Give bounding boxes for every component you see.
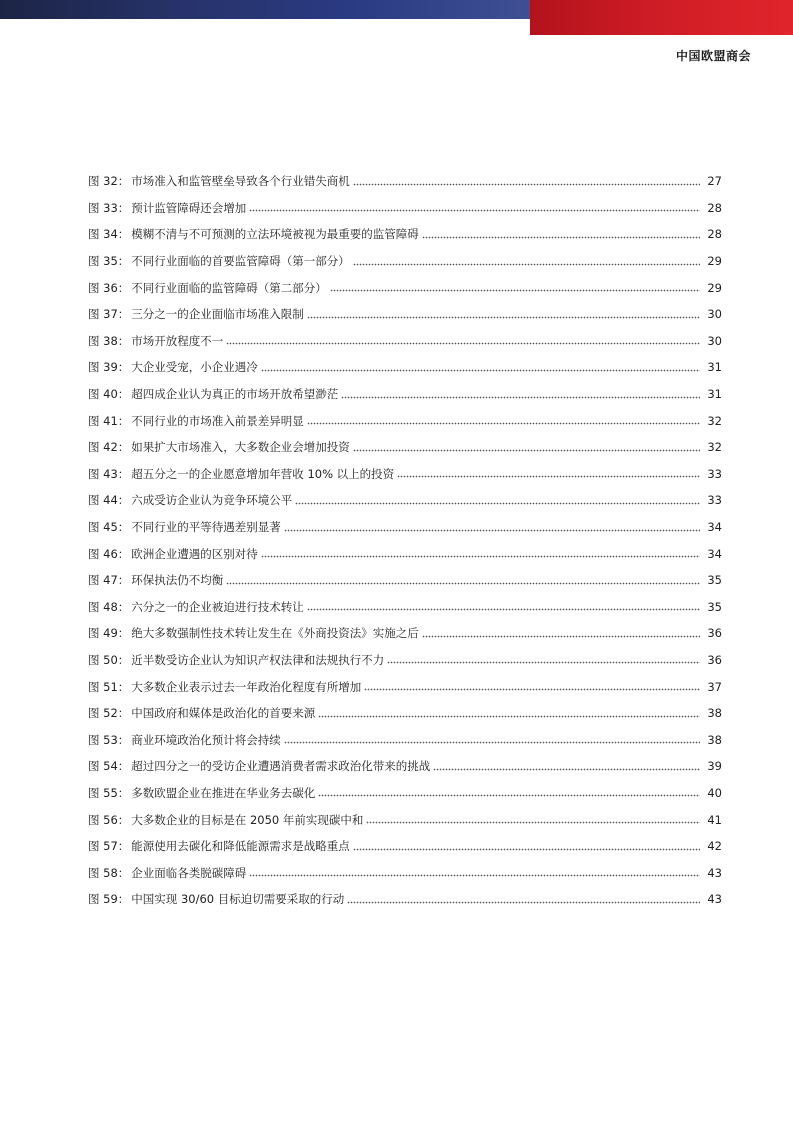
toc-entry-label [88,334,226,348]
toc-entry[interactable] [88,248,722,275]
toc-page-number: 28 [707,200,722,215]
toc-page-number: 35 [707,573,722,588]
toc-figure-title: 绝大多数强制性技术转让发生在《外商投资法》实施之后 [131,626,419,641]
toc-dot-leader [226,578,700,588]
toc-figure-title: 六成受访企业认为竞争环境公平 [131,493,293,508]
toc-entry-label [88,626,422,640]
toc-entry[interactable] [88,567,722,594]
toc-entry-label [88,281,330,295]
toc-page-number: 30 [707,307,722,322]
toc-dot-leader [353,179,700,189]
toc-entry[interactable] [88,328,722,355]
toc-figure-title: 不同行业的市场准入前景差异明显 [131,413,304,428]
toc-entry-label [88,839,353,853]
toc-figure-title: 环保执法仍不均衡 [131,573,224,588]
toc-entry-label [88,254,353,268]
toc-entry[interactable] [88,168,722,195]
toc-entry-label [88,227,422,241]
toc-figure-number: 图 33： [88,200,130,215]
toc-entry[interactable] [88,540,722,567]
toc-dot-leader [318,791,700,801]
toc-dot-leader [284,525,700,535]
toc-figure-title: 能源使用去碳化和降低能源需求是战略重点 [131,839,350,854]
toc-entry-label [88,467,397,481]
toc-entry[interactable] [88,221,722,248]
toc-figure-title: 中国政府和媒体是政治化的首要来源 [131,706,316,721]
toc-figure-number: 图 39： [88,360,130,375]
toc-entry[interactable] [88,886,722,913]
toc-figure-number: 图 59： [88,892,130,907]
toc-figure-number: 图 32： [88,174,130,189]
toc-page-number: 32 [707,413,722,428]
toc-figure-number: 图 55： [88,785,130,800]
toc-dot-leader [397,472,700,482]
toc-page-number: 35 [707,599,722,614]
toc-entry[interactable] [88,514,722,541]
toc-entry[interactable] [88,594,722,621]
toc-figure-title: 模糊不清与不可预测的立法环境被视为最重要的监管障碍 [131,227,419,242]
toc-figure-title: 不同行业的平等待遇差别显著 [131,520,281,535]
toc-figure-number: 图 44： [88,493,130,508]
toc-page-number: 36 [707,652,722,667]
toc-figure-title: 三分之一的企业面临市场准入限制 [131,307,304,322]
toc-entry[interactable] [88,859,722,886]
toc-figure-title: 近半数受访企业认为知识产权法律和法规执行不力 [131,652,385,667]
toc-figure-number: 图 45： [88,520,130,535]
toc-dot-leader [353,445,700,455]
toc-entry-label [88,174,353,188]
toc-figure-title: 中国实现 30/60 目标迫切需要采取的行动 [131,892,345,907]
toc-figure-number: 图 38： [88,333,130,348]
toc-figure-title: 预计监管障碍还会增加 [131,200,247,215]
toc-dot-leader [422,631,700,641]
toc-page-number: 40 [707,785,722,800]
toc-entry-label [88,387,341,401]
toc-page-number: 34 [707,546,722,561]
toc-entry-label [88,759,433,773]
toc-dot-leader [347,897,700,907]
toc-dot-leader [307,312,700,322]
toc-entry-label [88,201,249,215]
toc-entry-label [88,520,284,534]
toc-figure-number: 图 37： [88,307,130,322]
toc-page-number: 37 [707,679,722,694]
toc-figure-number: 图 58： [88,865,130,880]
toc-figure-title: 大多数企业的目标是在 2050 年前实现碳中和 [131,812,364,827]
toc-entry[interactable] [88,487,722,514]
toc-entry[interactable] [88,354,722,381]
toc-figure-title: 如果扩大市场准入，大多数企业会增加投资 [131,440,350,455]
toc-figure-number: 图 49： [88,626,130,641]
toc-entry[interactable] [88,647,722,674]
toc-page-number: 38 [707,706,722,721]
toc-dot-leader [366,818,700,828]
toc-figure-title: 超过四分之一的受访企业遭遇消费者需求政治化带来的挑战 [131,759,431,774]
toc-figure-number: 图 46： [88,546,130,561]
table-of-figures [88,168,722,913]
toc-dot-leader [307,605,700,615]
toc-figure-number: 图 53： [88,732,130,747]
toc-page-number: 36 [707,626,722,641]
toc-figure-title: 不同行业面临的监管障碍（第二部分） [131,280,327,295]
toc-entry[interactable] [88,780,722,807]
toc-entry[interactable] [88,195,722,222]
toc-figure-title: 商业环境政治化预计将会持续 [131,732,281,747]
toc-figure-number: 图 42： [88,440,130,455]
toc-entry[interactable] [88,833,722,860]
toc-figure-title: 市场准入和监管壁垒导致各个行业错失商机 [131,174,350,189]
toc-entry[interactable] [88,274,722,301]
toc-entry[interactable] [88,620,722,647]
toc-page-number: 42 [707,839,722,854]
toc-dot-leader [330,286,700,296]
toc-entry-label [88,892,347,906]
toc-entry-label [88,786,318,800]
toc-page-number: 33 [707,493,722,508]
toc-figure-number: 图 40： [88,387,130,402]
toc-page-number: 28 [707,227,722,242]
toc-figure-number: 图 56： [88,812,130,827]
toc-entry[interactable] [88,461,722,488]
brand-name: 中国欧盟商会 [675,49,751,63]
toc-page-number: 31 [707,360,722,375]
toc-figure-number: 图 34： [88,227,130,242]
toc-figure-title: 多数欧盟企业在推进在华业务去碳化 [131,785,316,800]
toc-page-number: 39 [707,759,722,774]
toc-entry-label [88,813,366,827]
toc-dot-leader [364,685,700,695]
toc-dot-leader [284,738,700,748]
toc-figure-number: 图 52： [88,706,130,721]
toc-entry-label [88,493,295,507]
toc-page-number: 41 [707,812,722,827]
toc-dot-leader [226,339,700,349]
toc-entry-label [88,360,261,374]
toc-entry[interactable] [88,753,722,780]
toc-dot-leader [249,206,700,216]
toc-figure-title: 超五分之一的企业愿意增加年营收 10% 以上的投资 [131,466,395,481]
toc-dot-leader [433,764,700,774]
toc-page-number: 43 [707,865,722,880]
toc-page-number: 29 [707,280,722,295]
toc-entry-label [88,600,307,614]
toc-page-number: 32 [707,440,722,455]
toc-figure-number: 图 50： [88,652,130,667]
toc-dot-leader [249,871,700,881]
toc-figure-title: 欧洲企业遭遇的区别对待 [131,546,258,561]
toc-figure-title: 大企业受宠，小企业遇冷 [131,360,258,375]
toc-entry[interactable] [88,301,722,328]
toc-entry-label [88,866,249,880]
toc-page-number: 30 [707,333,722,348]
toc-entry-label [88,733,284,747]
toc-dot-leader [295,498,700,508]
toc-figure-title: 不同行业面临的首要监管障碍（第一部分） [131,254,350,269]
toc-entry[interactable] [88,434,722,461]
header-band-navy [0,0,530,19]
toc-figure-number: 图 43： [88,466,130,481]
toc-page-number: 34 [707,520,722,535]
toc-figure-number: 图 51： [88,679,130,694]
toc-figure-number: 图 47： [88,573,130,588]
toc-figure-number: 图 48： [88,599,130,614]
toc-entry[interactable] [88,700,722,727]
toc-entry-label [88,653,387,667]
header-band-red [530,0,793,35]
toc-page-number: 31 [707,387,722,402]
toc-entry-label [88,414,307,428]
toc-figure-title: 企业面临各类脱碳障碍 [131,865,247,880]
toc-entry-label [88,573,226,587]
toc-figure-number: 图 36： [88,280,130,295]
toc-dot-leader [261,365,700,375]
toc-dot-leader [307,419,700,429]
toc-dot-leader [261,552,700,562]
toc-page-number: 38 [707,732,722,747]
toc-figure-title: 大多数企业表示过去一年政治化程度有所增加 [131,679,362,694]
toc-page-number: 33 [707,466,722,481]
toc-entry[interactable] [88,673,722,700]
toc-dot-leader [353,259,700,269]
toc-entry-label [88,307,307,321]
toc-entry-label [88,440,353,454]
toc-figure-number: 图 35： [88,254,130,269]
toc-page-number: 29 [707,254,722,269]
toc-entry[interactable] [88,726,722,753]
toc-entry-label [88,706,318,720]
toc-entry-label [88,680,364,694]
toc-dot-leader [341,392,700,402]
toc-entry[interactable] [88,806,722,833]
toc-figure-number: 图 41： [88,413,130,428]
toc-dot-leader [387,658,700,668]
toc-dot-leader [422,232,700,242]
toc-entry[interactable] [88,407,722,434]
toc-dot-leader [318,711,700,721]
toc-figure-title: 超四成企业认为真正的市场开放希望渺茫 [131,387,339,402]
toc-figure-number: 图 54： [88,759,130,774]
toc-entry[interactable] [88,381,722,408]
toc-page-number: 43 [707,892,722,907]
toc-entry-label [88,547,261,561]
toc-figure-title: 市场开放程度不一 [131,333,224,348]
toc-page-number: 27 [707,174,722,189]
toc-figure-number: 图 57： [88,839,130,854]
toc-dot-leader [353,844,700,854]
toc-figure-title: 六分之一的企业被迫进行技术转让 [131,599,304,614]
